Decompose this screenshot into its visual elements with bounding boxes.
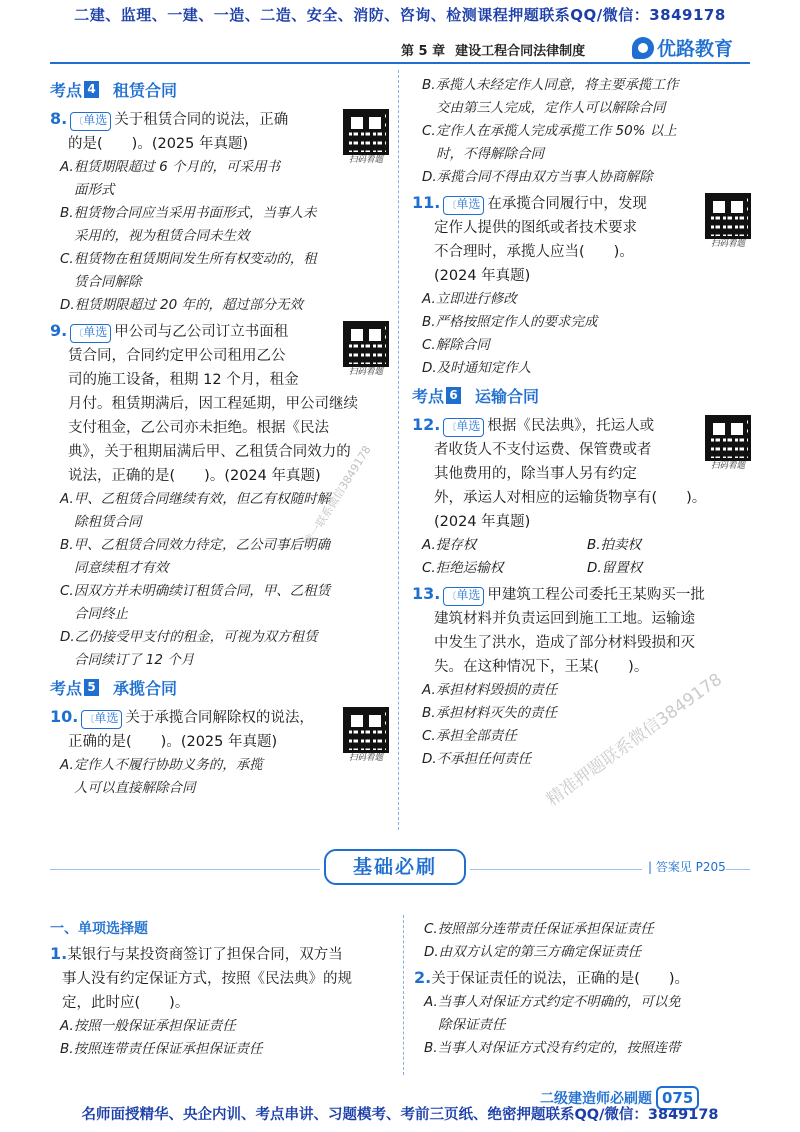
basic-left-column <box>50 918 395 1063</box>
watermark: 精准押题联系微信3849178 <box>542 669 726 811</box>
section-title: 租赁合同 <box>113 81 178 100</box>
question-stem: 根据《民法典》，托运人或 <box>487 418 655 434</box>
option-c: C.按照部分连带责任保证承担保证责任 <box>424 921 654 937</box>
option-a: A.当事人对保证方式约定不明确的，可以免 <box>424 994 681 1010</box>
option-b: B.甲、乙租赁合同效力待定，乙公司事后明确 <box>60 537 331 553</box>
option-a-cont: 除保证责任 <box>438 1017 506 1033</box>
left-column <box>50 74 390 802</box>
option-b: B.承揽人未经定作人同意，将主要承揽工作 <box>422 77 679 93</box>
bottom-contact-banner: 名师面授精华、央企内训、考点串讲、习题模考、考前三页纸、绝密押题联系QQ/微信：3849178 <box>81 1107 719 1123</box>
single-choice-tag: 〔 单选 <box>70 112 111 131</box>
section-heading-5: 考点 5 承揽合同 <box>50 676 390 699</box>
option-b: B.严格按照定作人的要求完成 <box>422 314 598 330</box>
option-c: C.解除合同 <box>422 337 490 353</box>
top-contact-banner: 二建、监理、一建、一造、二造、安全、消防、咨询、检测课程押题联系QQ/微信：3849178 <box>74 6 726 24</box>
chapter-heading <box>401 40 585 59</box>
question-number: 2. <box>414 968 432 987</box>
question-stem: (2024 年真题) <box>434 514 531 530</box>
question-stem: 正确的是( )。(2025 年真题) <box>68 734 278 750</box>
question-stem: 说法，正确的是( )。(2024 年真题) <box>68 468 321 484</box>
option-d: D.乙仍接受甲支付的租金，可视为双方租赁 <box>60 629 318 645</box>
qr-code[interactable]: 扫码看题 <box>704 193 752 250</box>
question-number: 12. <box>412 415 441 434</box>
option-c: C.租赁物在租赁期间发生所有权变动的，租 <box>60 251 317 267</box>
option-b: B.拍卖权 <box>587 537 642 553</box>
brand-icon <box>632 37 654 59</box>
chapter-title: 建设工程合同法律制度 <box>455 44 586 59</box>
question-stem: 定，此时应( )。 <box>62 995 190 1011</box>
question-stem: 中发生了洪水，造成了部分材料毁损和灭 <box>434 635 695 651</box>
option-c: C.承担全部责任 <box>422 728 517 744</box>
option-b-cont: 采用的，视为租赁合同未生效 <box>74 228 250 244</box>
option-a: A.承担材料毁损的责任 <box>422 682 558 698</box>
option-c-cont: 时，不得解除合同 <box>436 146 544 162</box>
book-series: 二级建造师必刷题 <box>540 1091 652 1107</box>
question-stem: 其他费用的，除当事人另有约定 <box>434 466 637 482</box>
column-divider <box>403 915 404 1075</box>
option-d: D.及时通知定作人 <box>422 360 532 376</box>
option-c: C.拒绝运输权 <box>422 560 504 576</box>
brand-name: 优路教育 <box>657 38 734 60</box>
section-title: 运输合同 <box>475 387 540 406</box>
section-number-badge: 6 <box>446 387 461 404</box>
option-b: B.承担材料灭失的责任 <box>422 705 558 721</box>
question-stem: 关于保证责任的说法，正确的是( )。 <box>431 971 690 987</box>
question-number: 9. <box>50 321 68 340</box>
qr-code-icon <box>343 109 389 155</box>
option-d: D.由双方认定的第三方确定保证责任 <box>424 944 642 960</box>
option-a: A.按照一般保证承担保证责任 <box>60 1018 236 1034</box>
question-stem: 失。在这种情况下，王某( )。 <box>434 659 649 675</box>
question-8 <box>50 107 390 317</box>
single-choice-tag: 〔 单选 <box>443 418 484 437</box>
question-stem: 某银行与某投资商签订了担保合同，双方当 <box>67 947 343 963</box>
qr-code-icon <box>343 707 389 753</box>
column-divider <box>398 70 399 830</box>
option-a: A.甲、乙租赁合同继续有效，但乙有权随时解 <box>60 491 331 507</box>
page-number: 075 <box>656 1086 699 1110</box>
qr-code[interactable]: 扫码看题 <box>342 707 390 764</box>
question-stem: (2024 年真题) <box>434 268 531 284</box>
qr-code-icon <box>705 415 751 461</box>
option-c-cont: 赁合同解除 <box>74 274 142 290</box>
section-number-badge: 4 <box>84 81 99 98</box>
option-b-cont: 同意续租才有效 <box>74 560 169 576</box>
question-stem: 外，承运人对相应的运输货物享有( )。 <box>434 490 707 506</box>
question-number: 13. <box>412 584 441 603</box>
question-11 <box>412 191 752 380</box>
question-stem: 司的施工设备，租期 12 个月，租金 <box>68 372 299 388</box>
header-rule <box>50 62 750 64</box>
question-number: 8. <box>50 109 68 128</box>
qr-code[interactable]: 扫码看题 <box>342 321 390 378</box>
section-title: 承揽合同 <box>113 679 178 698</box>
question-10-continued <box>412 74 752 189</box>
option-d: D.租赁期限超过 20 年的，超过部分无效 <box>60 297 303 313</box>
question-number: 11. <box>412 193 441 212</box>
question-stem: 月付。租赁期满后，因工程延期，甲公司继续 <box>68 396 358 412</box>
option-b: B.当事人对保证方式没有约定的，按照连带 <box>424 1040 681 1056</box>
page-header <box>0 32 800 66</box>
basic-question-2 <box>414 966 750 1060</box>
option-a: A.租赁期限超过 6 个月的，可采用书 <box>60 159 280 175</box>
question-stem: 定作人提供的图纸或者技术要求 <box>434 220 637 236</box>
chapter-number: 第 5 章 <box>401 44 446 59</box>
question-10 <box>50 705 390 800</box>
question-stem: 事人没有约定保证方式，按照《民法典》的规 <box>62 971 352 987</box>
option-a-cont: 面形式 <box>74 182 115 198</box>
question-stem: 甲建筑工程公司委托王某购买一批 <box>487 587 705 603</box>
option-c: C.因双方并未明确续订租赁合同，甲、乙租赁 <box>60 583 331 599</box>
single-choice-tag: 〔 单选 <box>81 710 122 729</box>
question-stem: 在承揽合同履行中，发现 <box>487 196 647 212</box>
basic-practice-banner: 基础必刷 <box>324 849 466 885</box>
option-a: A.立即进行修改 <box>422 291 517 307</box>
option-a-cont: 除租赁合同 <box>74 514 142 530</box>
question-stem: 不合理时，承揽人应当( )。 <box>434 244 634 260</box>
option-c: C.定作人在承揽人完成承揽工作 50% 以上 <box>422 123 677 139</box>
qr-code[interactable]: 扫码看题 <box>704 415 752 472</box>
question-12 <box>412 413 752 580</box>
single-choice-tag: 〔 单选 <box>443 196 484 215</box>
option-b-cont: 交由第三人完成，定作人可以解除合同 <box>436 100 666 116</box>
option-b: B.按照连带责任保证承担保证责任 <box>60 1041 263 1057</box>
question-number: 1. <box>50 944 68 963</box>
answer-reference: | 答案见 P205 <box>642 858 726 875</box>
section-heading-4: 考点 4 租赁合同 <box>50 78 390 101</box>
right-column <box>412 74 752 773</box>
part-title: 一、单项选择题 <box>50 921 148 937</box>
basic-right-column <box>414 918 750 1062</box>
question-stem: 赁合同，合同约定甲公司租用乙公 <box>68 348 286 364</box>
option-d: D.留置权 <box>587 560 643 576</box>
question-stem: 甲公司与乙公司订立书面租 <box>114 324 289 340</box>
question-stem: 关于租赁合同的说法，正确 <box>114 112 289 128</box>
option-d: D.不承担任何责任 <box>422 751 532 767</box>
question-stem: 关于承揽合同解除权的说法， <box>125 710 314 726</box>
question-stem: 建筑材料并负责运回到施工工地。运输途 <box>434 611 695 627</box>
question-stem: 典》，关于租期届满后甲、乙租赁合同效力的 <box>68 444 351 460</box>
single-choice-tag: 〔 单选 <box>443 587 484 606</box>
question-stem: 支付租金，乙公司亦未拒绝。根据《民法 <box>68 420 329 436</box>
question-stem: 者收货人不支付运费、保管费或者 <box>434 442 652 458</box>
option-grid <box>412 534 752 580</box>
basic-question-1-continued <box>414 918 750 964</box>
brand-logo <box>632 34 733 61</box>
section-number-badge: 5 <box>84 679 99 696</box>
option-d-cont: 合同续订了 12 个月 <box>74 652 195 668</box>
qr-code-icon <box>343 321 389 367</box>
question-stem: 的是( )。(2025 年真题) <box>68 136 249 152</box>
option-b: B.租赁物合同应当采用书面形式，当事人未 <box>60 205 317 221</box>
option-c-cont: 合同终止 <box>74 606 128 622</box>
question-number: 10. <box>50 707 79 726</box>
basic-question-1 <box>50 942 395 1061</box>
option-a: A.定作人不履行协助义务的，承揽 <box>60 757 263 773</box>
watermark: 唯一联系微信3849178 <box>301 443 374 548</box>
option-a: A.提存权 <box>422 537 477 553</box>
option-d: D.承揽合同不得由双方当事人协商解除 <box>422 169 653 185</box>
single-choice-tag: 〔 单选 <box>70 324 111 343</box>
option-a-cont: 人可以直接解除合同 <box>74 780 196 796</box>
qr-code[interactable]: 扫码看题 <box>342 109 390 166</box>
section-heading-6: 考点 6 运输合同 <box>412 384 752 407</box>
qr-code-icon <box>705 193 751 239</box>
